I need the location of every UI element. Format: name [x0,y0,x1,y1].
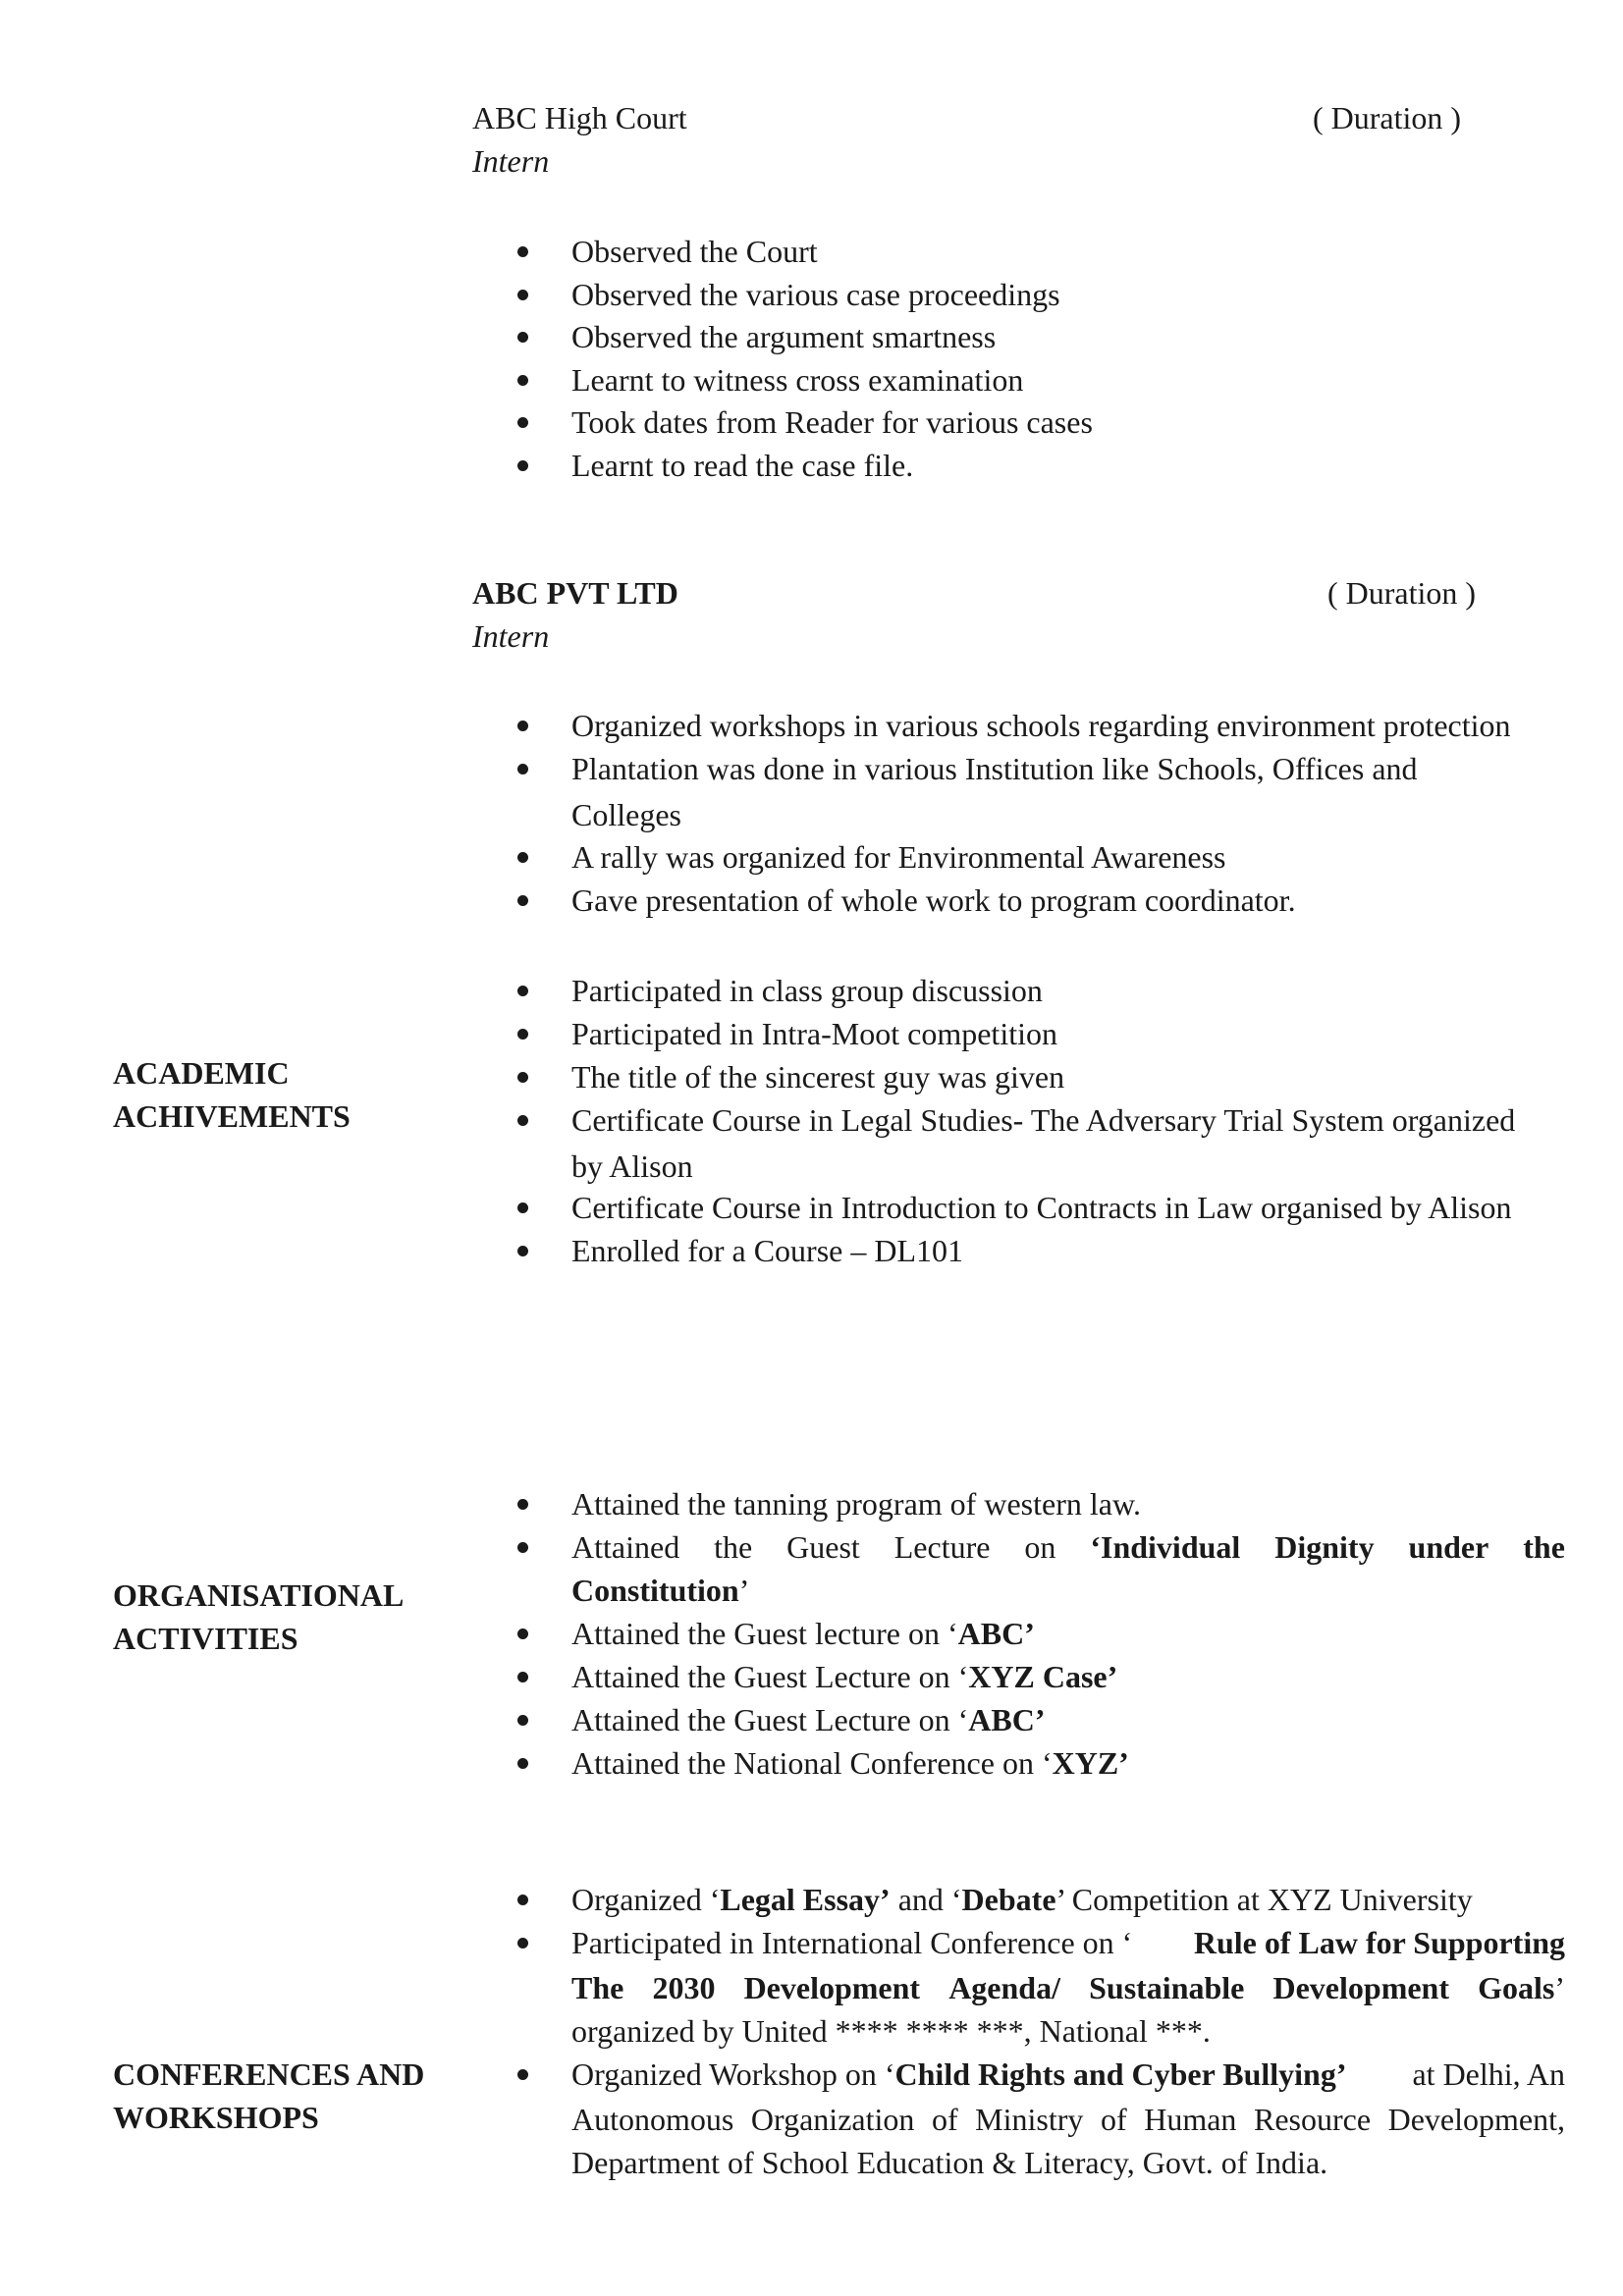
text: Attained the Guest Lecture on ‘ [571,1659,969,1694]
bullet [517,1202,528,1213]
bullet [517,986,528,996]
bullet [517,417,528,428]
bold-text: ABC’ [957,1616,1035,1651]
bullet [517,852,528,863]
text: at Delhi, An [1404,2056,1565,2092]
list-item: Organized workshops in various schools regarding environment protection [571,708,1511,743]
list-item [571,2053,1565,2096]
list-item-justified [571,1921,1565,1964]
internship-1-role: Intern [472,143,550,179]
section-heading-academic [113,1051,351,1138]
list-item: Observed the argument smartness [571,319,997,354]
text: ’ Competition at XYZ University [1055,1882,1473,1917]
list-item [571,1612,1565,1655]
list-item: Certificate Course in Legal Studies- The Adversary Trial System organized [571,1102,1516,1138]
heading-line: ACADEMIC [113,1055,290,1091]
heading-line: WORKSHOPS [113,2100,319,2135]
word: Development [743,1970,921,2005]
text: Attained the Guest Lecture on ‘ [571,1702,969,1737]
word: the [714,1529,753,1565]
bullet [517,1938,528,1949]
list-item-continuation: Department of School Education & Literacy, Govt. of India. [571,2145,1328,2180]
text: Participated in International Conference on ‘ [571,1925,1133,1960]
list-item [571,1698,1565,1741]
list-item: Participated in class group discussion [571,973,1043,1008]
text: ’ [738,1573,750,1608]
section-heading-conferences [113,2053,424,2139]
bullet [517,1246,528,1256]
heading-line: ACTIVITIES [113,1621,298,1656]
word: Guest [786,1529,860,1565]
bullet [517,460,528,471]
bullet [517,721,528,731]
section-heading-organisational [113,1574,404,1660]
bold-text: XYZ Case’ [968,1659,1118,1694]
internship-2-duration: ( Duration ) [1327,575,1477,611]
bullet [517,1115,528,1126]
list-item: The title of the sincerest guy was given [571,1059,1065,1095]
bullet [517,895,528,906]
heading-line: ORGANISATIONAL [113,1577,405,1613]
bullet [517,332,528,343]
heading-line: ACHIVEMENTS [113,1098,351,1134]
bullet [517,290,528,300]
bold-text: Child Rights and Cyber Bullying’ [894,2056,1347,2092]
list-item-justified [571,1525,1565,1569]
bold-text: Debate [961,1882,1056,1917]
list-item: Plantation was done in various Institution like Schools, Offices and [571,751,1418,786]
internship-2-org: ABC PVT LTD [472,575,678,611]
word: Attained [571,1529,680,1565]
list-item: A rally was organized for Environmental Awareness [571,839,1226,875]
bold-text: Constitution [571,1573,739,1608]
text: and ‘ [890,1882,962,1917]
list-item-justified [571,1966,1565,2009]
word: The [571,1970,624,2005]
text: Organized Workshop on ‘ [571,2056,895,2092]
text: Attained the Guest lecture on ‘ [571,1616,958,1651]
list-item: Certificate Course in Introduction to Contracts in Law organised by Alison [571,1190,1512,1225]
bullet [517,375,528,386]
list-item: Took dates from Reader for various cases [571,404,1093,440]
word: 2030 [652,1970,716,2005]
bullet [517,1499,528,1510]
bullet [517,1758,528,1769]
internship-1-duration: ( Duration ) [1313,100,1462,135]
bullet [517,1072,528,1083]
list-item [571,1878,1565,1921]
word: Agenda/ [948,1970,1060,2005]
word [1478,1966,1565,2009]
list-item [571,1655,1565,1698]
text: Organized ‘ [571,1882,721,1917]
justified-text: Autonomous Organization of Ministry of Human Resource Development, [571,2102,1565,2137]
list-item-continuation: organized by United **** **** ***, National ***. [571,2013,1211,2049]
bullet [517,1629,528,1639]
bullet [517,764,528,774]
list-item: Enrolled for a Course – DL101 [571,1233,964,1268]
text: Attained the National Conference on ‘ [571,1745,1053,1781]
word: under [1408,1529,1489,1565]
bullet [517,246,528,257]
bullet [517,1029,528,1040]
bullet [517,1895,528,1905]
internship-1-org: ABC High Court [472,100,687,135]
word: Dignity [1274,1529,1375,1565]
word: ‘Individual [1090,1529,1241,1565]
list-item-continuation [571,1569,1565,1612]
list-item-continuation [571,2098,1565,2141]
bullet [517,1715,528,1726]
word: Lecture [893,1529,991,1565]
bullet [517,2069,528,2080]
bullet [517,1672,528,1682]
text: ’ [1554,1970,1565,2005]
list-item: Participated in Intra-Moot competition [571,1016,1057,1051]
list-item: Gave presentation of whole work to program coordinator. [571,882,1296,918]
list-item: Learnt to witness cross examination [571,362,1024,398]
bold-text: Legal Essay’ [720,1882,891,1917]
list-item: Observed the various case proceedings [571,277,1060,312]
word: the [1523,1529,1565,1565]
list-item: Observed the Court [571,234,818,269]
list-item-continuation: Colleges [571,797,681,832]
bold-text: Rule of Law for Supporting [1193,1925,1565,1960]
bullet [517,1542,528,1553]
word: Development [1272,1970,1449,2005]
list-item: Attained the tanning program of western law. [571,1486,1141,1522]
bold-text: ABC’ [968,1702,1046,1737]
bold-text: Goals [1478,1970,1555,2005]
heading-line: CONFERENCES AND [113,2056,425,2092]
list-item-continuation: by Alison [571,1148,693,1184]
word: Sustainable [1089,1970,1245,2005]
word: on [1024,1529,1056,1565]
list-item: Learnt to read the case file. [571,448,914,483]
internship-2-role: Intern [472,618,550,654]
bold-text: XYZ’ [1052,1745,1129,1781]
list-item [571,1741,1565,1785]
